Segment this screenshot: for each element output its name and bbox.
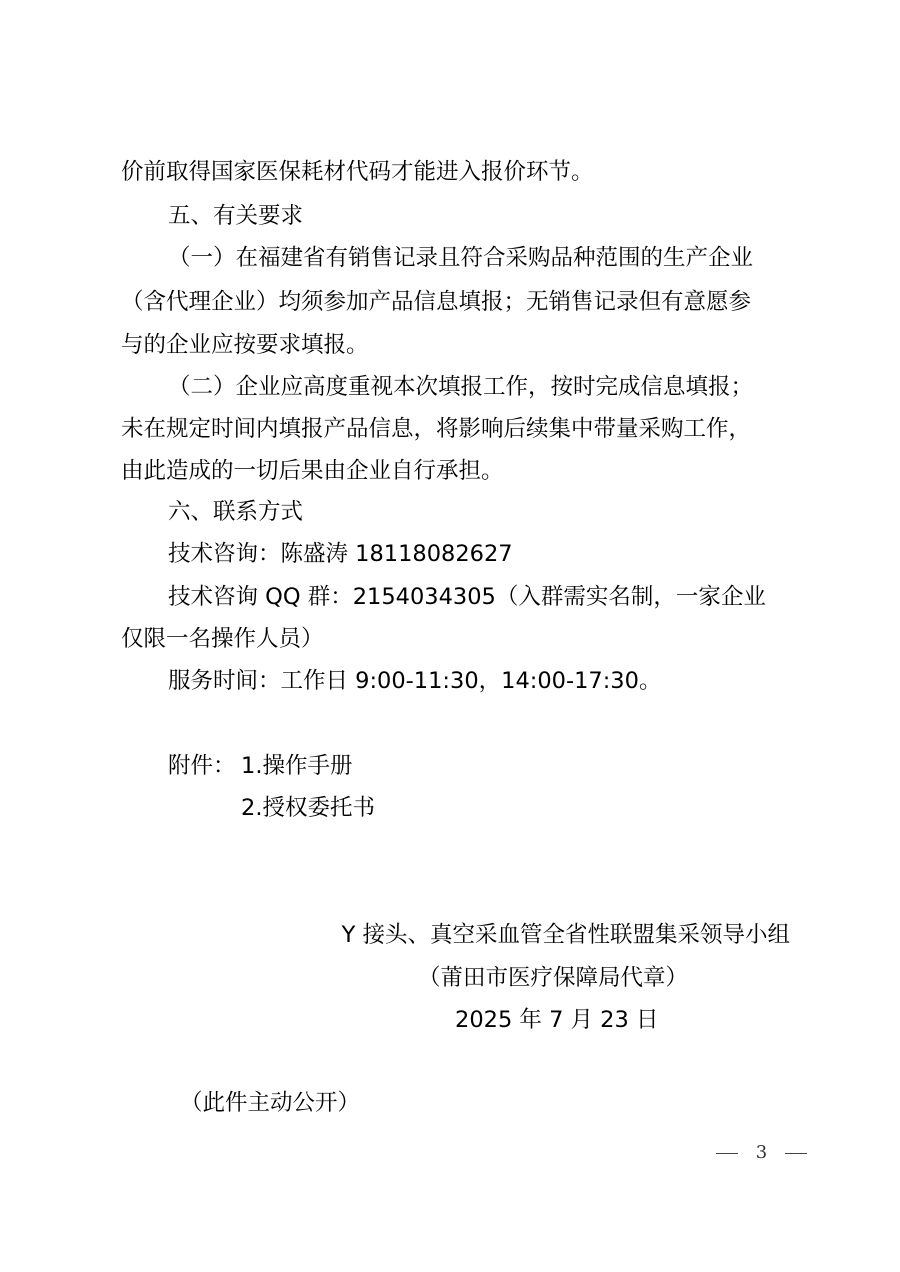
attachment-item-2: 2.授权委托书 [241, 795, 375, 821]
attachment-item-1: 1.操作手册 [241, 753, 353, 779]
page-number-dash-right [785, 1153, 807, 1154]
page-number [716, 1141, 807, 1165]
signature-seal-note: （莆田市医疗保障局代章） [418, 965, 689, 991]
contact-qq-group: 技术咨询 QQ 群：2154034305（入群需实名制，一家企业 [168, 584, 766, 610]
page-number-dash-left [716, 1153, 738, 1154]
signature-date: 2025 年 7 月 23 日 [455, 1007, 659, 1033]
section-heading-requirements: 五、有关要求 [168, 203, 304, 229]
signature-org: Y 接头、真空采血管全省性联盟集采领导小组 [341, 922, 790, 948]
body-line-6: （二）企业应高度重视本次填报工作，按时完成信息填报； [168, 374, 754, 400]
body-line-4-text: （含代理企业）均须参加产品信息填报；无销售记录但有意愿参 [121, 289, 752, 315]
body-line-1: 价前取得国家医保耗材代码才能进入报价环节。 [121, 159, 594, 185]
section-heading-contact: 六、联系方式 [168, 499, 304, 525]
disclosure-note: （此件主动公开） [180, 1090, 361, 1116]
contact-tech-support: 技术咨询：陈盛涛 18118082627 [168, 541, 513, 567]
contact-qq-note: 仅限一名操作人员） [121, 626, 324, 652]
attachments-label: 附件： [168, 753, 236, 779]
body-line-5: 与的企业应按要求填报。 [121, 332, 369, 358]
body-line-3: （一）在福建省有销售记录且符合采购品种范围的生产企业 [168, 245, 754, 271]
body-line-7: 未在规定时间内填报产品信息，将影响后续集中带量采购工作， [121, 416, 752, 442]
page-number-value: 3 [755, 1142, 768, 1163]
body-line-4 [121, 287, 789, 317]
body-line-8: 由此造成的一切后果由企业自行承担。 [121, 458, 504, 484]
service-hours: 服务时间：工作日 9:00-11:30，14:00-17:30。 [168, 668, 662, 694]
